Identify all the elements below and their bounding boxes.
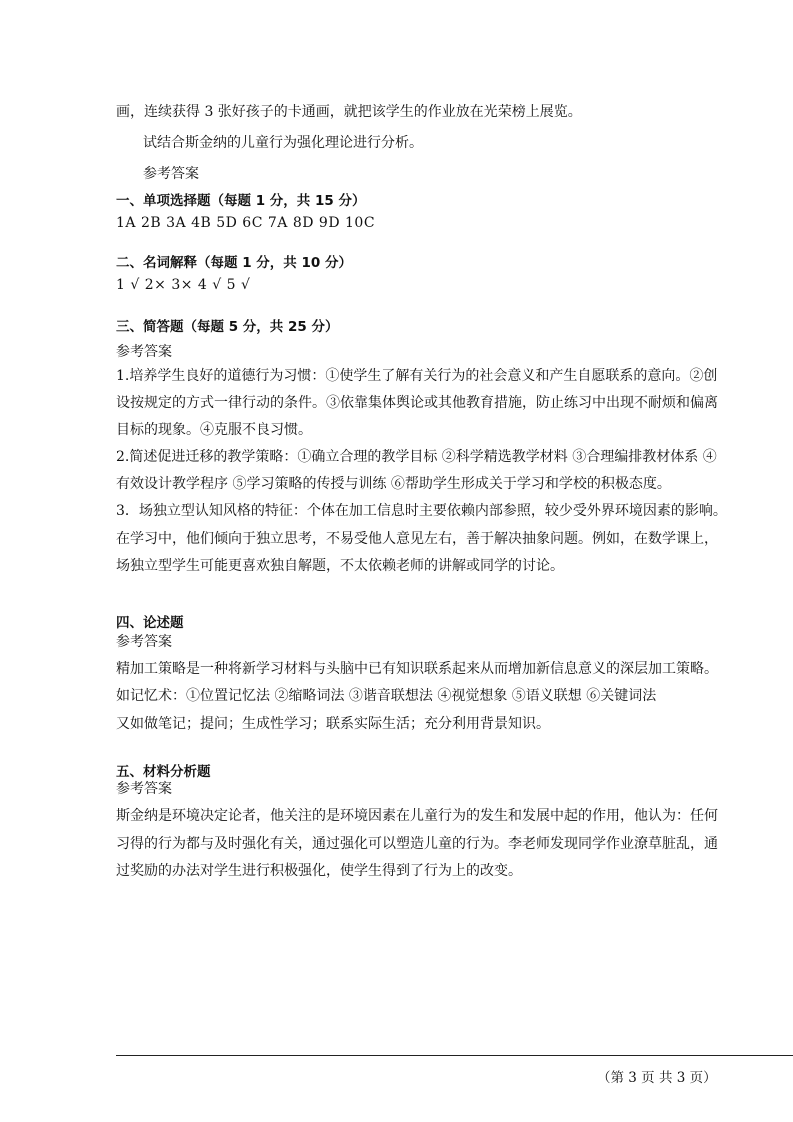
short-answer-line: 3．场独立型认知风格的特征：个体在加工信息时主要依赖内部参照，较少受外界环境因素的影响。 [116,503,727,519]
short-answer-line: 有效设计教学程序 ⑤学习策略的传授与训练 ⑥帮助学生形成关于学习和学校的积极态度。 [116,476,671,492]
essay-answer-line: 精加工策略是一种将新学习材料与头脑中已有知识联系起来从而增加新信息意义的深层加工策略。 [116,661,718,677]
question-prompt: 试结合斯金纳的儿童行为强化理论进行分析。 [143,135,423,151]
short-answer-line: 目标的现象。④克服不良习惯。 [116,422,312,438]
page-number: （第 3 页 共 3 页） [597,1070,717,1086]
essay-answer-line: 如记忆术：①位置记忆法 ②缩略词法 ③谐音联想法 ④视觉想象 ⑤语义联想 ⑥关键词法 [116,688,657,704]
section-heading-short-answer: 三、简答题（每题 5 分，共 25 分） [116,319,339,335]
essay-answer-line: 又如做笔记；提问；生成性学习；联系实际生活；充分利用背景知识。 [116,716,550,732]
term-explanation-answers: 1 √ 2× 3× 4 √ 5 √ [116,277,251,293]
material-analysis-line: 斯金纳是环境决定论者，他关注的是环境因素在儿童行为的发生和发展中起的作用，他认为：任何 [116,808,718,824]
section-heading-term-explanation: 二、名词解释（每题 1 分，共 10 分） [116,255,352,271]
short-answer-line: 场独立型学生可能更喜欢独自解题，不太依赖老师的讲解或同学的讨论。 [116,558,564,574]
short-answer-line: 在学习中，他们倾向于独立思考，不易受他人意见左右，善于解决抽象问题。例如，在数学课上， [116,531,718,547]
intro-line-1: 画，连续获得 3 张好孩子的卡通画，就把该学生的作业放在光荣榜上展览。 [116,104,582,120]
section-heading-essay: 四、论述题 [116,615,184,631]
short-answer-line: 设按规定的方式一律行动的条件。③依靠集体舆论或其他教育措施，防止练习中出现不耐烦和偏离 [116,395,718,411]
material-analysis-line: 习得的行为都与及时强化有关，通过强化可以塑造儿童的行为。李老师发现同学作业潦草脏乱，通 [116,836,718,852]
short-answer-line: 2.简述促进迁移的教学策略：①确立合理的教学目标 ②科学精选教学材料 ③合理编排教材体系 ④ [116,449,717,465]
material-analysis-reference-label: 参考答案 [116,781,172,797]
short-answer-line: 1.培养学生良好的道德行为习惯：①使学生了解有关行为的社会意义和产生自愿联系的意向。②创 [116,368,718,384]
section-heading-material-analysis: 五、材料分析题 [116,764,211,780]
footer-divider [116,1055,793,1056]
multiple-choice-answers: 1A 2B 3A 4B 5D 6C 7A 8D 9D 10C [116,215,376,231]
short-answer-reference-label: 参考答案 [116,344,172,360]
section-heading-multiple-choice: 一、单项选择题（每题 1 分，共 15 分） [116,193,366,209]
material-analysis-line: 过奖励的办法对学生进行积极强化，使学生得到了行为上的改变。 [116,863,522,879]
reference-answer-label: 参考答案 [143,166,199,182]
essay-reference-label: 参考答案 [116,634,172,650]
